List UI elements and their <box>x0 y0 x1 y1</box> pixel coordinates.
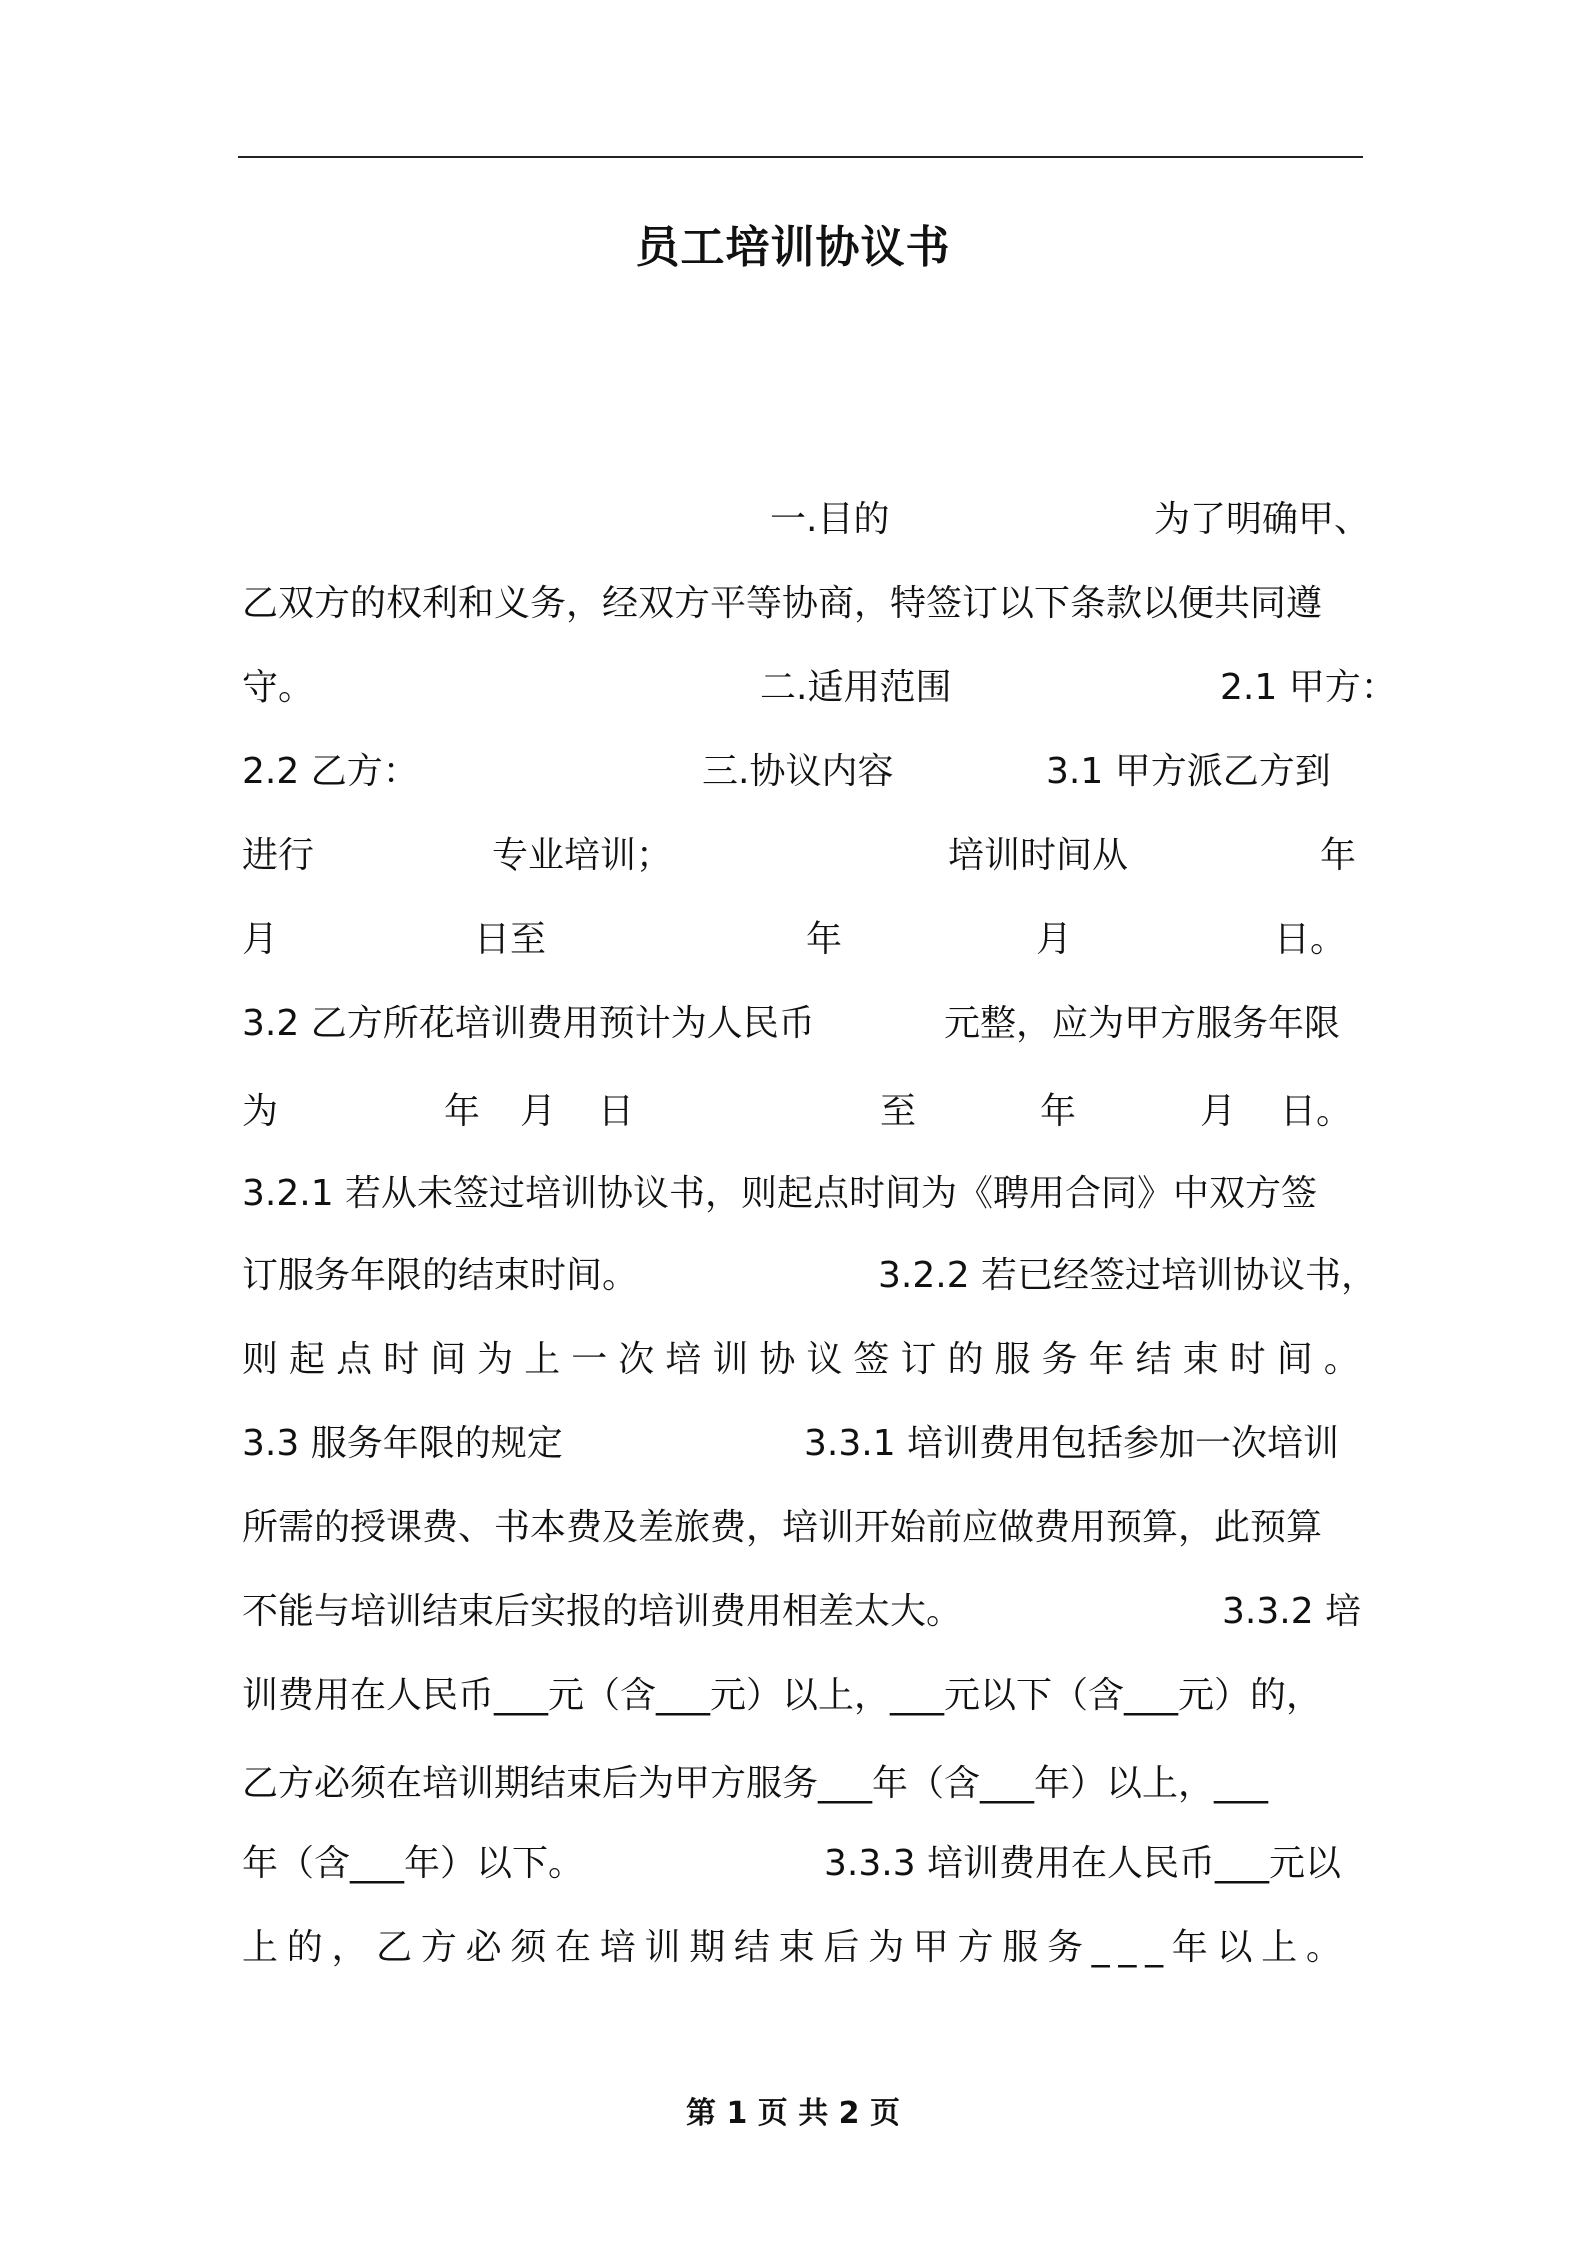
text-segment: 日。 <box>1280 1091 1353 1132</box>
text-segment: 3.3 服务年限的规定 <box>242 1423 563 1464</box>
text-segment: 专业培训； <box>492 835 673 876</box>
body-line <box>242 994 1360 1054</box>
body-line <box>242 574 1360 634</box>
body-line <box>242 1330 1360 1390</box>
text-segment: 订服务年限的结束时间。 <box>242 1255 639 1296</box>
text-segment: 日 <box>598 1091 635 1132</box>
section-heading-purpose: 一.目的 <box>770 499 890 540</box>
text-segment: 守。 <box>242 667 315 708</box>
text-segment: 乙方必须在培训期结束后为甲方服务___年（含___年）以上，___ <box>242 1763 1269 1804</box>
body-line <box>242 1666 1360 1726</box>
text-segment: 3.3.3 培训费用在人民币___元以 <box>824 1843 1342 1884</box>
body-line <box>242 1082 1360 1142</box>
text-segment: 日。 <box>1274 919 1347 960</box>
text-segment: 年 <box>444 1091 481 1132</box>
text-segment: 日至 <box>474 919 547 960</box>
text-segment: 3.2.2 若已经签过培训协议书， <box>878 1255 1378 1296</box>
body-line <box>242 1246 1378 1306</box>
section-heading-content: 三.协议内容 <box>702 751 894 792</box>
text-segment: 年 <box>1320 835 1357 876</box>
document-title: 员工培训协议书 <box>635 222 951 273</box>
text-segment: 年 <box>1040 1091 1077 1132</box>
text-segment: 进行 <box>242 835 315 876</box>
body-line <box>242 742 1360 802</box>
text-segment: 训费用在人民币___元（含___元）以上，___元以下（含___元）的， <box>242 1675 1323 1716</box>
page-footer: 第 1 页 共 2 页 <box>686 2096 900 2131</box>
text-segment: 上 的 ， 乙 方 必 须 在 培 训 期 结 束 后 为 甲 方 服 务 _ _ _ 年 以 上 。 <box>242 1927 1342 1968</box>
text-segment: 月 <box>520 1091 557 1132</box>
body-line <box>242 1834 1360 1894</box>
text-segment: 不能与培训结束后实报的培训费用相差太大。 <box>242 1591 963 1632</box>
section-heading-scope: 二.适用范围 <box>760 667 952 708</box>
body-line <box>242 910 1360 970</box>
text-segment: 年（含___年）以下。 <box>242 1843 585 1884</box>
text-segment: 所需的授课费、书本费及差旅费，培训开始前应做费用预算，此预算 <box>242 1507 1323 1548</box>
body-line <box>242 490 1371 550</box>
text-segment: 3.3.1 培训费用包括参加一次培训 <box>804 1423 1340 1464</box>
text-segment: 月 <box>242 919 279 960</box>
body-line <box>242 1754 1360 1814</box>
text-segment: 3.2 乙方所花培训费用预计为人民币 <box>242 1003 815 1044</box>
text-segment: 年 <box>806 919 843 960</box>
body-line <box>242 1498 1360 1558</box>
text-segment: 则 起 点 时 间 为 上 一 次 培 训 协 议 签 订 的 服 务 年 结 束 时 间 。 <box>242 1339 1360 1380</box>
body-line <box>242 826 1360 886</box>
text-segment: 3.1 甲方派乙方到 <box>1046 751 1331 792</box>
text-segment: 乙双方的权利和义务，经双方平等协商，特签订以下条款以便共同遵 <box>242 583 1323 624</box>
text-segment: 培训时间从 <box>948 835 1129 876</box>
body-line <box>242 1582 1360 1642</box>
body-line <box>242 658 1397 718</box>
text-segment: 元整，应为甲方服务年限 <box>944 1003 1341 1044</box>
text-segment: 月 <box>1036 919 1073 960</box>
text-segment: 2.1 甲方： <box>1220 667 1397 708</box>
text-segment: 月 <box>1200 1091 1237 1132</box>
text-segment: 为 <box>242 1091 279 1132</box>
body-line <box>242 1918 1360 1978</box>
body-line <box>242 1164 1360 1224</box>
text-segment: 3.2.1 若从未签过培训协议书，则起点时间为《聘用合同》中双方签 <box>242 1173 1318 1214</box>
text-segment: 至 <box>880 1091 917 1132</box>
body-line <box>242 1414 1360 1474</box>
text-segment: 3.3.2 培 <box>1222 1591 1362 1632</box>
text-segment: 2.2 乙方： <box>242 751 419 792</box>
text-segment: 为了明确甲、 <box>1154 499 1371 540</box>
header-rule <box>238 156 1363 158</box>
